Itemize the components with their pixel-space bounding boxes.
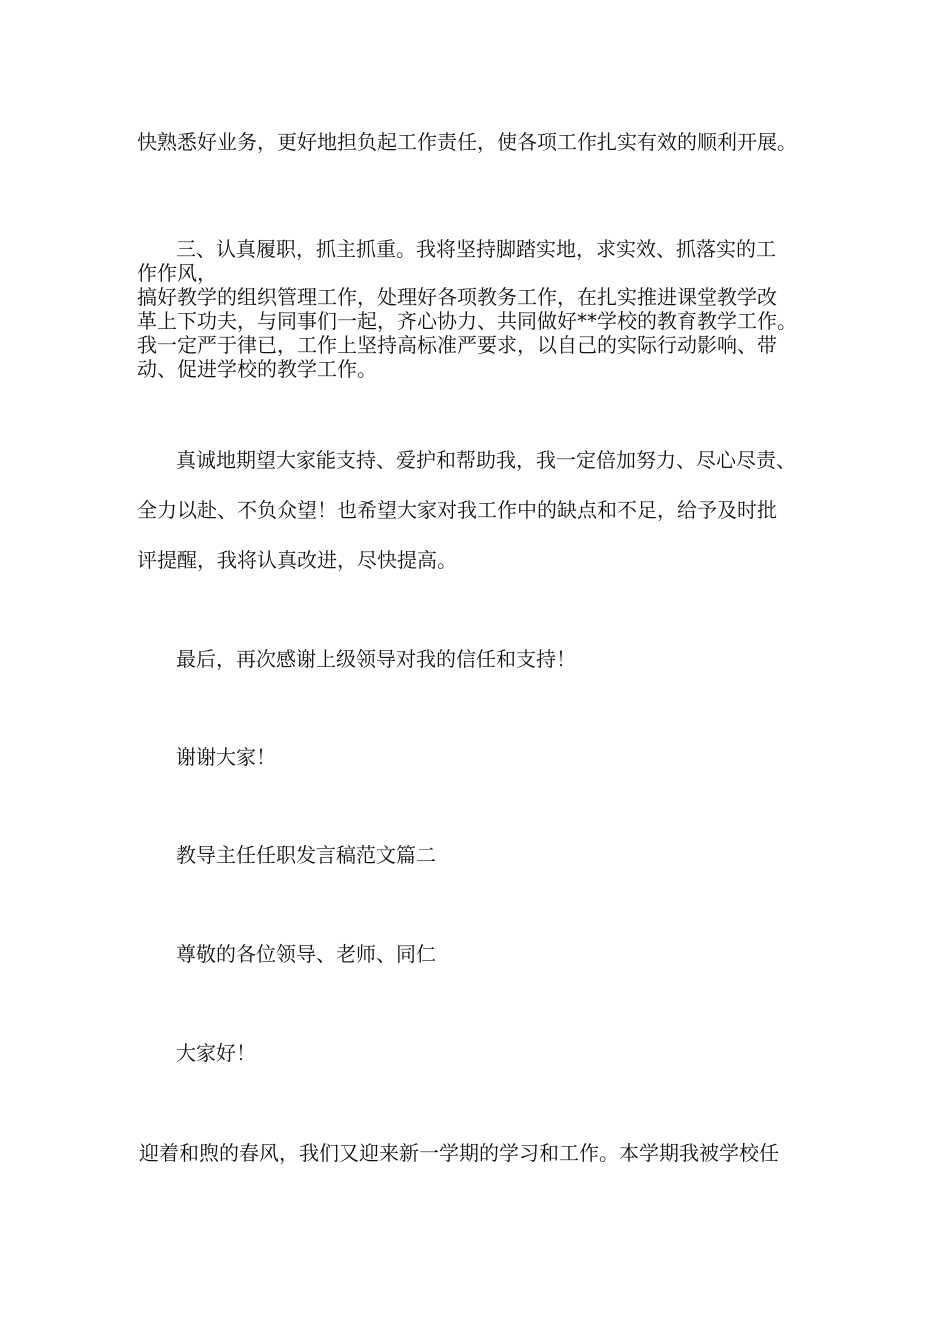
paragraph-line: 作作风，	[137, 261, 217, 285]
salutation: 尊敬的各位领导、老师、同仁	[176, 942, 436, 966]
paragraph-line: 三、认真履职，抓主抓重。我将坚持脚踏实地，求实效、抓落实的工	[176, 237, 776, 261]
paragraph-line: 迎着和煦的春风，我们又迎来新一学期的学习和工作。本学期我被学校任	[139, 1141, 779, 1165]
paragraph-line: 快熟悉好业务，更好地担负起工作责任，使各项工作扎实有效的顺利开展。	[137, 130, 797, 154]
paragraph-line: 革上下功夫，与同事们一起，齐心协力、共同做好**学校的教育教学工作。	[137, 309, 797, 333]
paragraph-line: 全力以赴、不负众望！也希望大家对我工作中的缺点和不足，给予及时批	[137, 498, 777, 522]
paragraph-line: 我一定严于律已，工作上坚持高标准严要求，以自己的实际行动影响、带	[137, 333, 777, 357]
greeting: 大家好！	[176, 1041, 256, 1065]
closing-thanks: 最后，再次感谢上级领导对我的信任和支持！	[176, 647, 576, 671]
paragraph-line: 真诚地期望大家能支持、爱护和帮助我，我一定倍加努力、尽心尽责、	[176, 448, 796, 472]
section-title: 教导主任任职发言稿范文篇二	[176, 843, 436, 867]
paragraph-line: 评提醒，我将认真改进，尽快提高。	[137, 548, 457, 572]
paragraph-line: 动、促进学校的教学工作。	[137, 357, 377, 381]
paragraph-line: 搞好教学的组织管理工作，处理好各项教务工作，在扎实推进课堂教学改	[137, 285, 777, 309]
thank-you-line: 谢谢大家！	[176, 745, 276, 769]
